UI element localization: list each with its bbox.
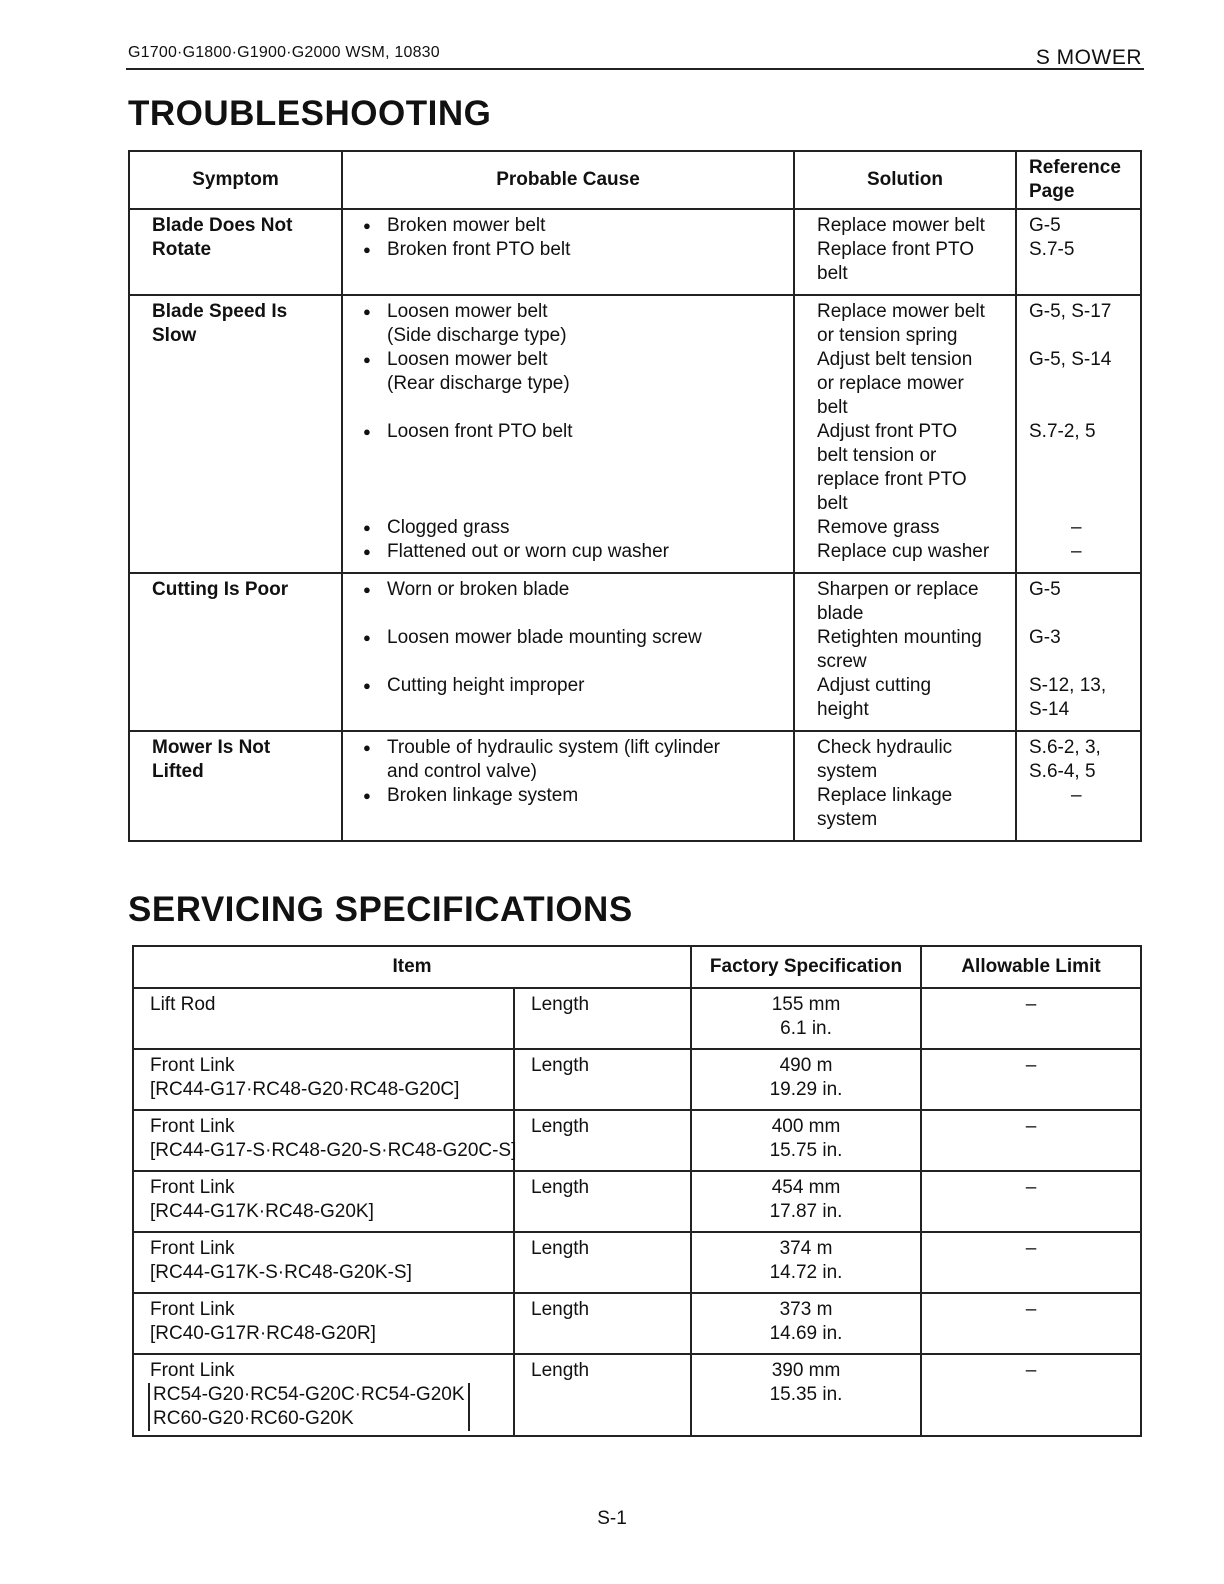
bullet-icon: ● — [363, 218, 371, 233]
spec-value: 6.1 in. — [780, 1018, 832, 1039]
table-header-row — [129, 151, 1141, 209]
probable-cause-cell — [342, 209, 794, 295]
cause-text — [363, 699, 387, 720]
reference-line: S.7-2, 5 — [1029, 421, 1096, 442]
solution-line: Replace cup washer — [817, 541, 990, 562]
bullet-icon: ● — [363, 544, 371, 559]
column-header-factory-specification: Factory Specification — [691, 946, 921, 988]
allowable-limit-cell: – — [921, 1171, 1141, 1232]
spec-value: 17.87 in. — [769, 1201, 843, 1222]
cause-text — [363, 603, 387, 624]
cause-text — [363, 651, 387, 672]
cause-text: (Rear discharge type) — [387, 373, 570, 394]
solution-line: Adjust front PTO — [817, 421, 958, 442]
spec-value: 454 mm — [771, 1177, 841, 1198]
spec-value: 15.35 in. — [769, 1384, 843, 1405]
solution-cell — [794, 731, 1016, 841]
solution-line: Sharpen or replace — [817, 579, 979, 600]
bullet-icon: ● — [363, 788, 371, 803]
item-cell — [133, 1354, 514, 1436]
model-list: RC54-G20·RC54-G20C·RC54-G20K — [153, 1384, 465, 1405]
factory-spec-cell — [691, 1354, 921, 1436]
solution-cell — [794, 573, 1016, 731]
model-list: [RC44-G17K-S·RC48-G20K-S] — [150, 1262, 412, 1283]
factory-spec-cell — [691, 1293, 921, 1354]
table-row — [129, 209, 1141, 295]
solution-line: system — [817, 809, 878, 830]
cause-text: Trouble of hydraulic system (lift cylinder — [387, 737, 720, 758]
troubleshooting-table — [128, 150, 1142, 842]
model-list: RC60-G20·RC60-G20K — [153, 1408, 354, 1429]
table-row — [129, 731, 1141, 841]
bullet-icon: ● — [363, 352, 371, 367]
reference-line: – — [1071, 541, 1082, 562]
cause-line — [363, 516, 785, 540]
reference-line: G-5 — [1029, 215, 1061, 236]
item-cell — [133, 1171, 514, 1232]
cause-text: Clogged grass — [387, 517, 510, 538]
model-list: [RC44-G17·RC48-G20·RC48-G20C] — [150, 1079, 460, 1100]
reference-line: S-14 — [1029, 699, 1070, 720]
cause-line — [363, 468, 785, 492]
cause-text — [363, 263, 387, 284]
spec-value: 15.75 in. — [769, 1140, 843, 1161]
cause-text: and control valve) — [387, 761, 537, 782]
probable-cause-cell — [342, 573, 794, 731]
solution-line: replace front PTO — [817, 469, 967, 490]
cause-text — [363, 469, 387, 490]
cause-line — [363, 372, 785, 396]
cause-text: Flattened out or worn cup washer — [387, 541, 669, 562]
cause-line — [363, 808, 785, 832]
cause-line — [363, 626, 785, 650]
reference-line: S.7-5 — [1029, 239, 1075, 260]
troubleshooting-title: TROUBLESHOOTING — [128, 94, 492, 133]
reference-page-cell — [1016, 209, 1141, 295]
factory-spec-cell — [691, 1049, 921, 1110]
solution-line: belt — [817, 263, 848, 284]
reference-line — [1029, 444, 1132, 468]
item-cell — [133, 1049, 514, 1110]
reference-line — [1029, 262, 1132, 286]
bullet-icon: ● — [363, 242, 371, 257]
solution-line: Remove grass — [817, 517, 940, 538]
reference-line: – — [1071, 785, 1082, 806]
servicing-specifications-title: SERVICING SPECIFICATIONS — [128, 890, 633, 929]
table-row — [133, 1049, 1141, 1110]
column-header-allowable-limit: Allowable Limit — [921, 946, 1141, 988]
reference-line — [1029, 468, 1132, 492]
cause-line — [363, 492, 785, 516]
spec-value: 14.69 in. — [769, 1323, 843, 1344]
allowable-limit-cell: – — [921, 988, 1141, 1049]
bullet-icon: ● — [363, 424, 371, 439]
measurement-cell: Length — [514, 1110, 691, 1171]
allowable-limit-cell: – — [921, 1049, 1141, 1110]
reference-line: G-5, S-14 — [1029, 349, 1112, 370]
measurement-cell: Length — [514, 1232, 691, 1293]
item-name: Front Link — [150, 1238, 235, 1259]
item-name: Front Link — [150, 1177, 235, 1198]
reference-line — [1029, 650, 1132, 674]
allowable-limit-cell: – — [921, 1293, 1141, 1354]
reference-line: G-5, S-17 — [1029, 301, 1112, 322]
cause-line — [363, 760, 785, 784]
section-name: S MOWER — [1035, 46, 1142, 69]
cause-line — [363, 602, 785, 626]
spec-value: 14.72 in. — [769, 1262, 843, 1283]
item-name: Front Link — [150, 1360, 235, 1381]
table-row — [133, 988, 1141, 1049]
model-list: [RC40-G17R·RC48-G20R] — [150, 1323, 376, 1344]
cause-line — [363, 736, 785, 760]
cause-text: Broken linkage system — [387, 785, 579, 806]
item-cell — [133, 988, 514, 1049]
header-divider — [126, 68, 1144, 70]
manual-code: G1700·G1800·G1900·G2000 WSM, 10830 — [128, 44, 440, 61]
measurement-cell: Length — [514, 1049, 691, 1110]
column-header-symptom: Symptom — [129, 151, 342, 209]
spec-value: 373 m — [779, 1299, 833, 1320]
cause-line — [363, 324, 785, 348]
measurement-cell: Length — [514, 1354, 691, 1436]
reference-line: S-12, 13, — [1029, 675, 1107, 696]
bullet-icon: ● — [363, 520, 371, 535]
spec-value: 19.29 in. — [769, 1079, 843, 1100]
item-name: Front Link — [150, 1299, 235, 1320]
solution-line: height — [817, 699, 869, 720]
cause-line — [363, 238, 785, 262]
table-row — [133, 1171, 1141, 1232]
cause-text — [363, 493, 387, 514]
probable-cause-cell — [342, 731, 794, 841]
allowable-limit-cell: – — [921, 1110, 1141, 1171]
bullet-icon: ● — [363, 678, 371, 693]
table-row — [133, 1232, 1141, 1293]
solution-line: or tension spring — [817, 325, 958, 346]
cause-text: Broken mower belt — [387, 215, 546, 236]
model-list: [RC44-G17K·RC48-G20K] — [150, 1201, 374, 1222]
factory-spec-cell — [691, 1171, 921, 1232]
symptom-cell: Blade Does Not Rotate — [129, 209, 342, 295]
cause-line — [363, 262, 785, 286]
reference-line — [1029, 808, 1132, 832]
item-cell — [133, 1232, 514, 1293]
cause-text: (Side discharge type) — [387, 325, 567, 346]
item-name: Front Link — [150, 1116, 235, 1137]
item-cell — [133, 1110, 517, 1171]
allowable-limit-cell: – — [921, 1354, 1141, 1436]
cause-text: Loosen mower belt — [387, 349, 548, 370]
measurement-cell: Length — [514, 1293, 691, 1354]
reference-line — [1029, 324, 1132, 348]
reference-line — [1029, 396, 1132, 420]
solution-line: Replace linkage — [817, 785, 953, 806]
cause-line — [363, 540, 785, 564]
cause-line — [363, 214, 785, 238]
cause-line — [363, 578, 785, 602]
cause-line — [363, 674, 785, 698]
cause-text: Broken front PTO belt — [387, 239, 571, 260]
bullet-icon: ● — [363, 582, 371, 597]
cause-text — [363, 445, 387, 466]
reference-page-cell — [1016, 295, 1141, 573]
cause-line — [363, 396, 785, 420]
item-name: Front Link — [150, 1055, 235, 1076]
cause-text: Loosen front PTO belt — [387, 421, 573, 442]
column-header-item: Item — [133, 946, 691, 988]
cause-line — [363, 348, 785, 372]
reference-line — [1029, 372, 1132, 396]
table-row — [133, 1354, 1141, 1436]
solution-line: Replace mower belt — [817, 301, 985, 322]
item-cell — [133, 1293, 514, 1354]
column-header-reference-page: Reference Page — [1016, 151, 1141, 209]
solution-line: or replace mower — [817, 373, 964, 394]
reference-line: S.6-2, 3, — [1029, 737, 1101, 758]
solution-line: belt — [817, 397, 848, 418]
reference-line: G-5 — [1029, 579, 1061, 600]
cause-line — [363, 650, 785, 674]
cause-text — [363, 397, 387, 418]
cause-line — [363, 698, 785, 722]
solution-line: Adjust cutting — [817, 675, 932, 696]
allowable-limit-cell: – — [921, 1232, 1141, 1293]
factory-spec-cell — [691, 988, 921, 1049]
solution-line: Adjust belt tension — [817, 349, 973, 370]
reference-line — [1029, 492, 1132, 516]
bullet-icon: ● — [363, 740, 371, 755]
reference-line: S.6-4, 5 — [1029, 761, 1096, 782]
item-name: Lift Rod — [150, 994, 216, 1015]
solution-line: system — [817, 761, 878, 782]
bullet-icon: ● — [363, 304, 371, 319]
cause-text: Cutting height improper — [387, 675, 585, 696]
solution-cell — [794, 295, 1016, 573]
symptom-cell: Cutting Is Poor — [129, 573, 342, 731]
spec-value: 390 mm — [771, 1360, 841, 1381]
column-header-solution: Solution — [794, 151, 1016, 209]
reference-page-cell — [1016, 731, 1141, 841]
spec-value: 155 mm — [771, 994, 841, 1015]
solution-line: screw — [817, 651, 867, 672]
cause-line — [363, 300, 785, 324]
bullet-icon: ● — [363, 630, 371, 645]
cause-text: Worn or broken blade — [387, 579, 570, 600]
solution-line: Replace mower belt — [817, 215, 985, 236]
page-number: S-1 — [597, 1508, 627, 1529]
solution-line: Replace front PTO — [817, 239, 975, 260]
solution-line: belt tension or — [817, 445, 937, 466]
column-header-cause: Probable Cause — [342, 151, 794, 209]
reference-page-cell — [1016, 573, 1141, 731]
cause-text: Loosen mower belt — [387, 301, 548, 322]
cause-line — [363, 444, 785, 468]
measurement-cell: Length — [514, 1171, 691, 1232]
solution-line: blade — [817, 603, 864, 624]
reference-line — [1029, 602, 1132, 626]
cause-line — [363, 784, 785, 808]
model-group — [148, 1383, 470, 1431]
table-row — [129, 573, 1141, 731]
solution-cell — [794, 209, 1016, 295]
solution-line: Check hydraulic — [817, 737, 953, 758]
spec-value: 400 mm — [771, 1116, 841, 1137]
symptom-cell: Mower Is Not Lifted — [129, 731, 342, 841]
cause-text: Loosen mower blade mounting screw — [387, 627, 702, 648]
factory-spec-cell — [691, 1232, 921, 1293]
cause-text — [363, 809, 387, 830]
table-row — [129, 295, 1141, 573]
servicing-specifications-table — [132, 945, 1142, 1437]
table-row — [133, 1110, 1141, 1171]
reference-line: G-3 — [1029, 627, 1061, 648]
table-header-row — [133, 946, 1141, 988]
spec-value: 490 m — [779, 1055, 833, 1076]
model-list: [RC44-G17-S·RC48-G20-S·RC48-G20C-S] — [150, 1140, 517, 1161]
table-row — [133, 1293, 1141, 1354]
symptom-cell: Blade Speed Is Slow — [129, 295, 342, 573]
cause-line — [363, 420, 785, 444]
measurement-cell: Length — [514, 988, 691, 1049]
solution-line: Retighten mounting — [817, 627, 982, 648]
factory-spec-cell — [691, 1110, 921, 1171]
reference-line: – — [1071, 517, 1082, 538]
solution-line: belt — [817, 493, 848, 514]
probable-cause-cell — [342, 295, 794, 573]
spec-value: 374 m — [779, 1238, 833, 1259]
